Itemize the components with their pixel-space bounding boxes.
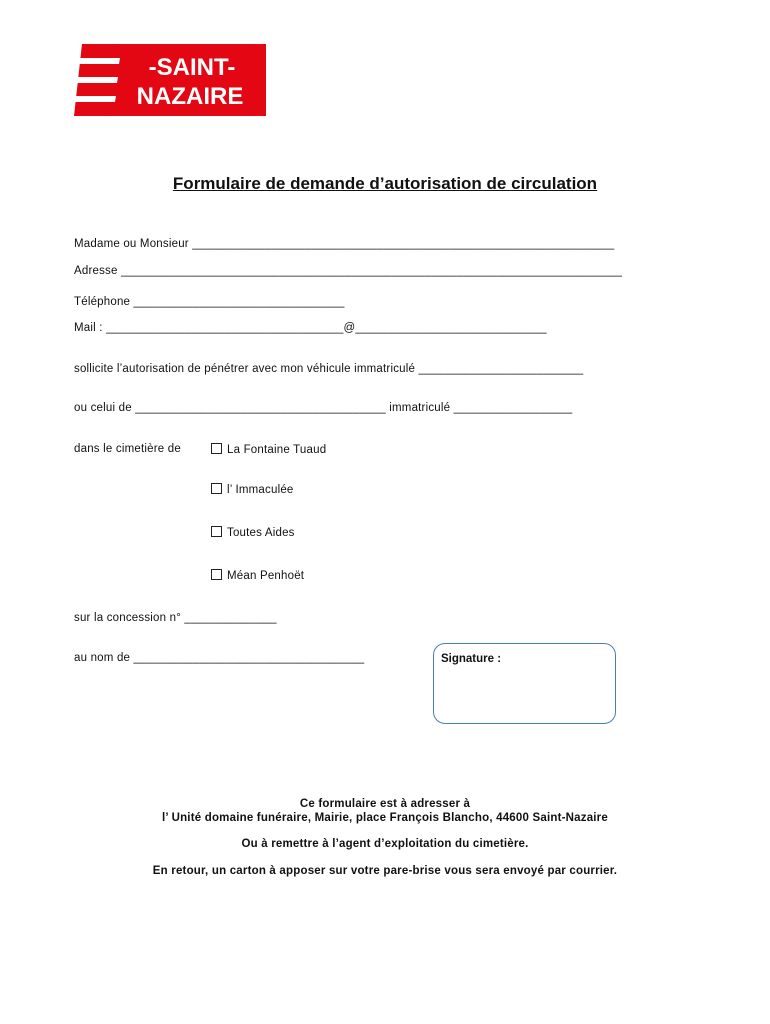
checkbox-icon[interactable] (211, 443, 222, 454)
footer-line-4: En retour, un carton à apposer sur votre pare-brise vous sera envoyé par courrier. (152, 865, 618, 877)
checkbox-icon[interactable] (211, 569, 222, 580)
cemetery-option-label: l’ Immaculée (227, 484, 294, 496)
logo-text-line1: -SAINT- (148, 54, 236, 81)
alternate-vehicle-field[interactable]: ou celui de ______________________________________ immatriculé __________________ (74, 402, 573, 414)
cemetery-option-label: La Fontaine Tuaud (227, 444, 327, 456)
madame-field[interactable]: Madame ou Monsieur ________________________________________________________________ (74, 238, 615, 250)
footer-line-2: l’ Unité domaine funéraire, Mairie, place François Blancho, 44600 Saint-Nazaire (162, 812, 608, 824)
cemetery-option-label: Méan Penhoët (227, 570, 305, 582)
footer-line-1: Ce formulaire est à adresser à (299, 798, 471, 810)
au-nom-field[interactable]: au nom de ___________________________________ (74, 652, 365, 664)
concession-field[interactable]: sur la concession n° ______________ (74, 612, 277, 624)
signature-label: Signature : (441, 653, 502, 665)
cemetery-option-mean-penhoet[interactable] (211, 569, 304, 582)
mail-field[interactable]: Mail : ____________________________________@_____________________________ (74, 322, 547, 334)
cemetery-option-immaculee[interactable] (211, 483, 294, 496)
telephone-field[interactable]: Téléphone ________________________________ (74, 296, 345, 308)
cemetery-label: dans le cimetière de (74, 443, 181, 455)
cemetery-option-toutes-aides[interactable] (211, 526, 295, 539)
cemetery-option-label: Toutes Aides (227, 527, 295, 539)
signature-box[interactable] (433, 643, 616, 724)
checkbox-icon[interactable] (211, 483, 222, 494)
logo-text-line2: NAZAIRE (136, 83, 244, 110)
checkbox-icon[interactable] (211, 526, 222, 537)
cemetery-option-fontaine-tuaud[interactable] (211, 443, 326, 456)
page-title: Formulaire de demande d’autorisation de circulation (172, 174, 598, 193)
vehicle-plate-field[interactable]: sollicite l’autorisation de pénétrer avec mon véhicule immatriculé _________________________ (74, 363, 584, 375)
adresse-field[interactable]: Adresse ____________________________________________________________________________ (74, 265, 623, 277)
saint-nazaire-logo (74, 44, 266, 116)
footer-line-3: Ou à remettre à l’agent d’exploitation du cimetière. (241, 838, 529, 850)
